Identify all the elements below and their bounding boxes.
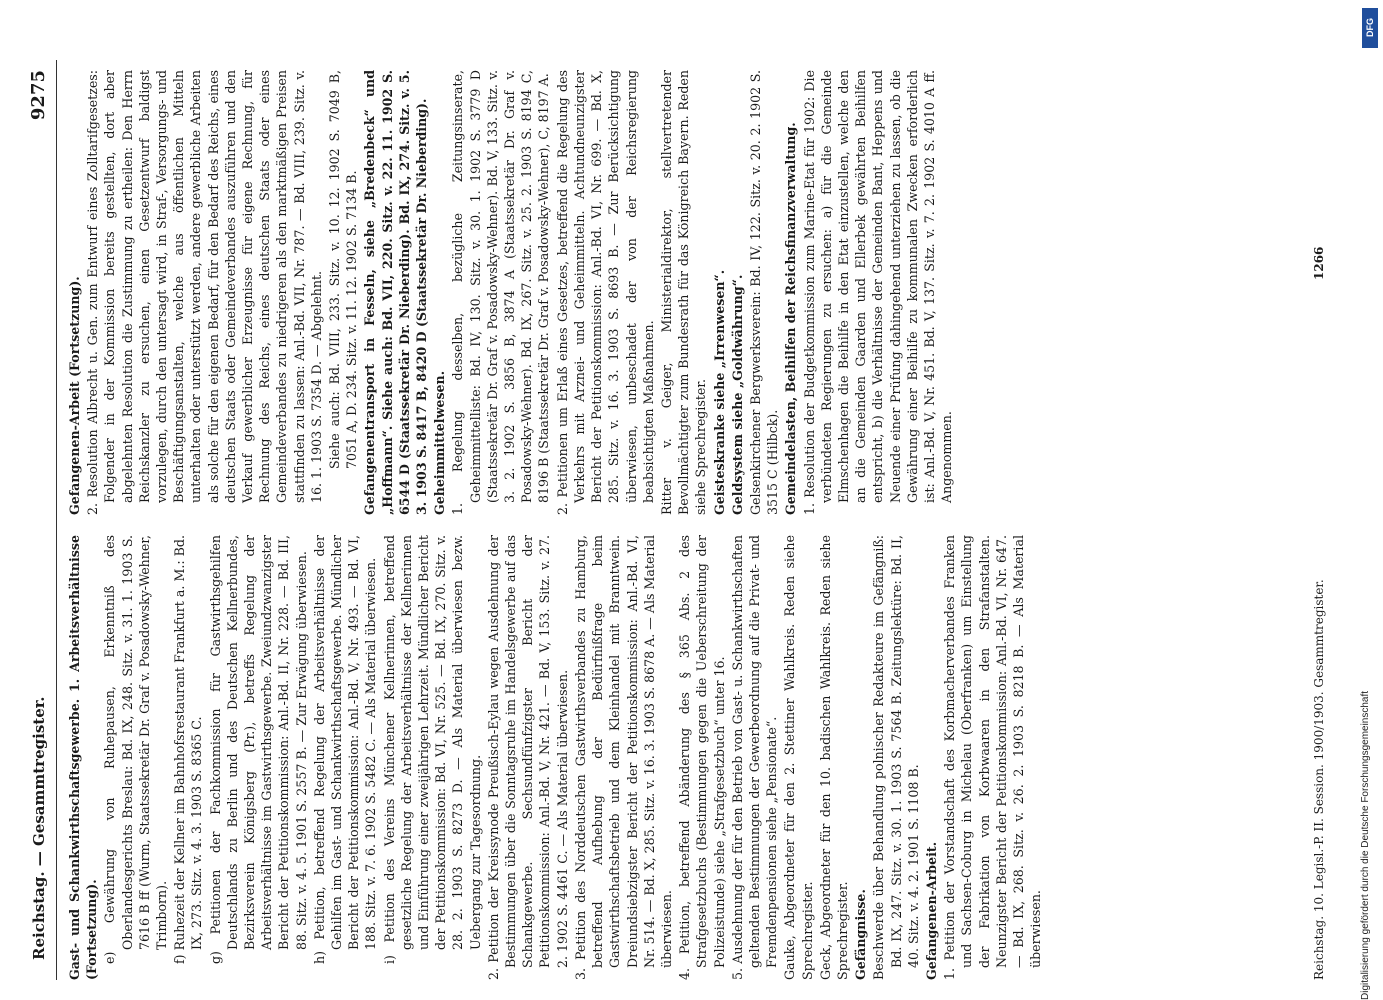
- col1-entry: Gefangenen-Arbeit.: [923, 841, 939, 980]
- rotated-page-content: [20, 40, 1350, 990]
- col1-entry: 1. Petition der Vorstandschaft des Korbmacherverbandes Franken und Sachsen-Coburg in Michelau (Oberfranken) um Einstellung der Fabrikation von Korbwaaren in den Strafanstalten. Neunzigster Bericht der Petitionskommission: Anl.-Bd. VI, Nr. 647. — Bd. IX, 268. Sitz. v. 26. 2. 1903 S. 8218 B. — Als Material überwiesen.: [942, 535, 1044, 980]
- col2-entry: 1. Resolution der Budgetkommission zum Marine-Etat für 1902: Die verbündeten Regierungen zu ersuchen: a) für die Gemeinde Elmschenhagen die Beihilfe in den Etat einzustellen, welche den an die Gemeinden Gaarden und Ellerbek gewährten Beihilfen entspricht, b) die Verhältnisse der Gemeinden Bant, Heppens und Neuende einer Prüfung dahingehend unterziehen zu lassen, ob die Gewährung einer Beihilfe zu kommunalen Zwecken erforderlich ist: Anl.-Bd. V, Nr. 451. Bd. V, 137. Sitz. v. 7. 2. 1902 S. 4010 A ff. Angenommen.: [801, 70, 955, 515]
- left-column: [66, 535, 1045, 980]
- col1-entry: 4. Petition, betreffend Abänderung des § 365 Abs. 2 des Strafgesetzbuchs (Bestimmungen gegen die Ueberschreitung der Polizeistunde) siehe „Strafgesetzbuch“ unter 16.: [677, 535, 727, 980]
- running-header: [22, 60, 57, 980]
- col1-entry: 3. Petition des Norddeutschen Gastwirthsverbandes zu Hamburg, betreffend Aufhebung der Bedürfnißfrage beim Gastwirthschaftsbetrieb und dem Kleinhandel mit Branntwein. Dreiundsiebzigster Bericht der Petitionskommission: Anl.-Bd. VI, Nr. 514. — Bd. X, 285. Sitz. v. 16. 3. 1903 S. 8678 A. — Als Material überwiesen.: [572, 535, 674, 980]
- col1-entry: h) Petition, betreffend Regelung der Arbeitsverhältnisse der Gehilfen im Gast- und Schankwirthschaftsgewerbe. Mündlicher Bericht der Petitionskommission: Anl.-Bd. V, Nr. 493. — Bd. VI, 188. Sitz. v. 7. 6. 1902 S. 5482 C. — Als Material überwiesen.: [311, 535, 379, 964]
- col2-entry: Geldsystem siehe „Goldwährung“.: [729, 274, 745, 515]
- col1-entry: 5. Ausdehnung der für den Betrieb von Gast- u. Schankwirthschaften geltenden Bestimmungen der Gewerbeordnung auf die Privat- und Fremdenpensionen siehe „Pensionate“.: [729, 535, 780, 980]
- col2-entry: 1. Regelung desselben, bezügliche Zeitungsinserate, Geheimmittelliste: Bd. IV, 130. Sitz. v. 30. 1. 1902 S. 3779 D (Staatssekretär Dr. Graf v. Posadowsky-Wehner). Bd. V, 133. Sitz. v. 3. 2. 1902 S. 3856 B, 3874 A (Staatssekretär Dr. Graf v. Posadowsky-Wehner). Bd. IX, 267. Sitz. v. 25. 2. 1903 S. 8194 C, 8196 B (Staatssekretär Dr. Graf v. Posadowsky-Wehner), C, 8197 A.: [450, 70, 552, 515]
- col2-entry: Geisteskranke siehe „Irrenwesen“.: [711, 269, 727, 515]
- col2-entry: Gemeindelasten, Beihilfen der Reichsfinanzverwaltung.: [783, 122, 799, 515]
- col2-entry: Ritter v. Geiger, Ministerialdirektor, stellvertretender Bevollmächtigter zum Bundesrath für das Königreich Bayern. Reden siehe Sprechregister.: [658, 70, 709, 515]
- col2-entry: Gefangenentransport in Fesseln, siehe „Bredenbeck“ und „Hoffmann“. Siehe auch: Bd. VII, 220. Sitz. v. 22. 11. 1902 S. 6544 D (Staatssekretär Dr. Nieberding). Bd. IX, 274. Sitz. v. 5. 3. 1903 S. 8417 B, 8420 D (Staatssekretär Dr. Nieberding).: [362, 70, 430, 515]
- col1-entry: f) Ruhezeit der Kellner im Bahnhofsrestaurant Frankfurt a. M.: Bd. IX, 273. Sitz. v. 4. 3. 1903 S. 8365 C.: [172, 535, 205, 964]
- col1-entry: Geck, Abgeordneter für den 10. badischen Wahlkreis. Reden siehe Sprechregister.: [817, 535, 850, 980]
- col1-entry: 2. Petition der Kreissynode Preußisch-Eylau wegen Ausdehnung der Bestimmungen über die Sonntagsruhe im Handelsgewerbe auf das Schankgewerbe. Sechsundfünfzigster Bericht der Petitionskommission: Anl.-Bd. V, Nr. 421. — Bd. V, 153. Sitz. v. 27. 2. 1902 S. 4461 C. — Als Material überwiesen.: [485, 535, 570, 980]
- col2-entry: Geheimmittelwesen.: [432, 370, 448, 515]
- col1-entry: e) Gewährung von Ruhepausen, Erkenntniß des Oberlandesgerichts Breslau: Bd. IX, 248. Sitz. v. 31. 1. 1903 S. 7616 B ff (Wurm, Staatssekretär Dr. Graf v. Posadowsky-Wehner, Trimborn).: [102, 535, 170, 964]
- header-title: Reichstag. — Gesammtregister.: [30, 696, 48, 960]
- dfg-logo: DFG: [1362, 8, 1378, 48]
- page-number: 9275: [28, 70, 49, 121]
- col1-entry: Beschwerde über Behandlung polnischer Redakteure im Gefängniß: Bd. IX, 247. Sitz. v. 30. 1. 1903 S. 7564 B. Zeitungslektüre: Bd. II, 40. Sitz. v. 4. 2. 1901 S. 1108 B.: [871, 535, 921, 980]
- col2-entry: Gefangenen-Arbeit (Fortsetzung).: [67, 276, 82, 515]
- col1-entry: Gast- und Schankwirthschaftsgewerbe. 1. Arbeitsverhältnisse (Fortsetzung).: [67, 535, 100, 980]
- col2-entry: Gelsenkirchener Bergwerksverein: Bd. IV, 122. Sitz. v. 20. 2. 1902 S. 3515 C (Hilbck).: [747, 70, 781, 515]
- col1-entry: Gefängnisse.: [853, 889, 869, 980]
- digitization-credit: Digitalisierung gefördert durch die Deutsche Forschungsgemeinschaft: [1360, 690, 1371, 1000]
- footer-sheet-number: 1266: [1312, 246, 1326, 280]
- col2-entry: Siehe auch: Bd. VIII, 233. Sitz. v. 10. 12. 1902 S. 7049 B, 7051 A, D. 234. Sitz. v. 11. 12. 1902 S. 7134 B.: [327, 70, 360, 469]
- footer-session: Reichstag. 10. Legisl.-P. II. Session. 1900/1903. Gesammtregister.: [1312, 579, 1326, 980]
- col1-entry: g) Petitionen der Fachkommission für Gastwirthsgehilfen Deutschlands zu Berlin und des Deutschen Kellnerbundes, Bezirksverein Königsberg (Pr.), betreffs Regelung der Arbeitsverhältnisse im Gastwirthsgewerbe. Zweiundzwanzigster Bericht der Petitionskommission: Anl.-Bd. II, Nr. 228. — Bd. III, 88. Sitz. v. 4. 5. 1901 S. 2557 B. — Zur Erwägung überwiesen.: [207, 535, 309, 964]
- col2-entry: 2. Resolution Albrecht u. Gen. zum Entwurf eines Zolltarifgesetzes: Folgender in der Kommission bereits gestellten, dort aber abgelehnten Resolution die Zustimmung zu ertheilen: Den Herrn Reichskanzler zu ersuchen, einen Gesetzentwurf baldigst vorzulegen, durch den untersagt wird, in Straf-, Versorgungs- und Beschäftigungsanstalten, welche aus öffentlichen Mitteln unterhalten oder unterstützt werden, andere gewerbliche Arbeiten als solche für den eigenen Bedarf, für den Bedarf des Reichs, eines deutschen Staats oder Gemeindeverbandes auszuführen und den Verkauf gewerblicher Erzeugnisse für eigene Rechnung, für Rechnung des Reichs, eines deutschen Staats oder eines Gemeindeverbandes zu niedrigeren als den marktmäßigen Preisen stattfinden zu lassen: Anl.-Bd. VII, Nr. 787. — Bd. VIII, 239. Sitz. v. 16. 1. 1903 S. 7354 D. — Abgelehnt.: [85, 70, 324, 515]
- col1-entry: i) Petition des Vereins Münchener Kellnerinnen, betreffend gesetzliche Regelung der Arbeitsverhältnisse der Kellnerinnen und Einführung einer zweijährigen Lehrzeit. Mündlicher Bericht der Petitionskommission: Bd. VI, Nr. 525. — Bd. IX, 270. Sitz. v. 28. 2. 1903 S. 8273 D. — Als Material überwiesen bezw. Uebergang zur Tagesordnung.: [381, 535, 483, 964]
- col1-entry: Gauke, Abgeordneter für den 2. Stettiner Wahlkreis. Reden siehe Sprechregister.: [782, 535, 815, 980]
- col2-entry: 2. Petitionen um Erlaß eines Gesetzes, betreffend die Regelung des Verkehrs mit Arznei- und Geheimmitteln. Achtundneunzigster Bericht der Petitionskommission: Anl.-Bd. VI, Nr. 699. — Bd. X, 285. Sitz. v. 16. 3. 1903 S. 8693 B. — Zur Berücksichtigung überwiesen, unbeschadet der von der Reichsregierung beabsichtigten Maßnahmen.: [554, 70, 656, 515]
- right-column: [66, 70, 956, 515]
